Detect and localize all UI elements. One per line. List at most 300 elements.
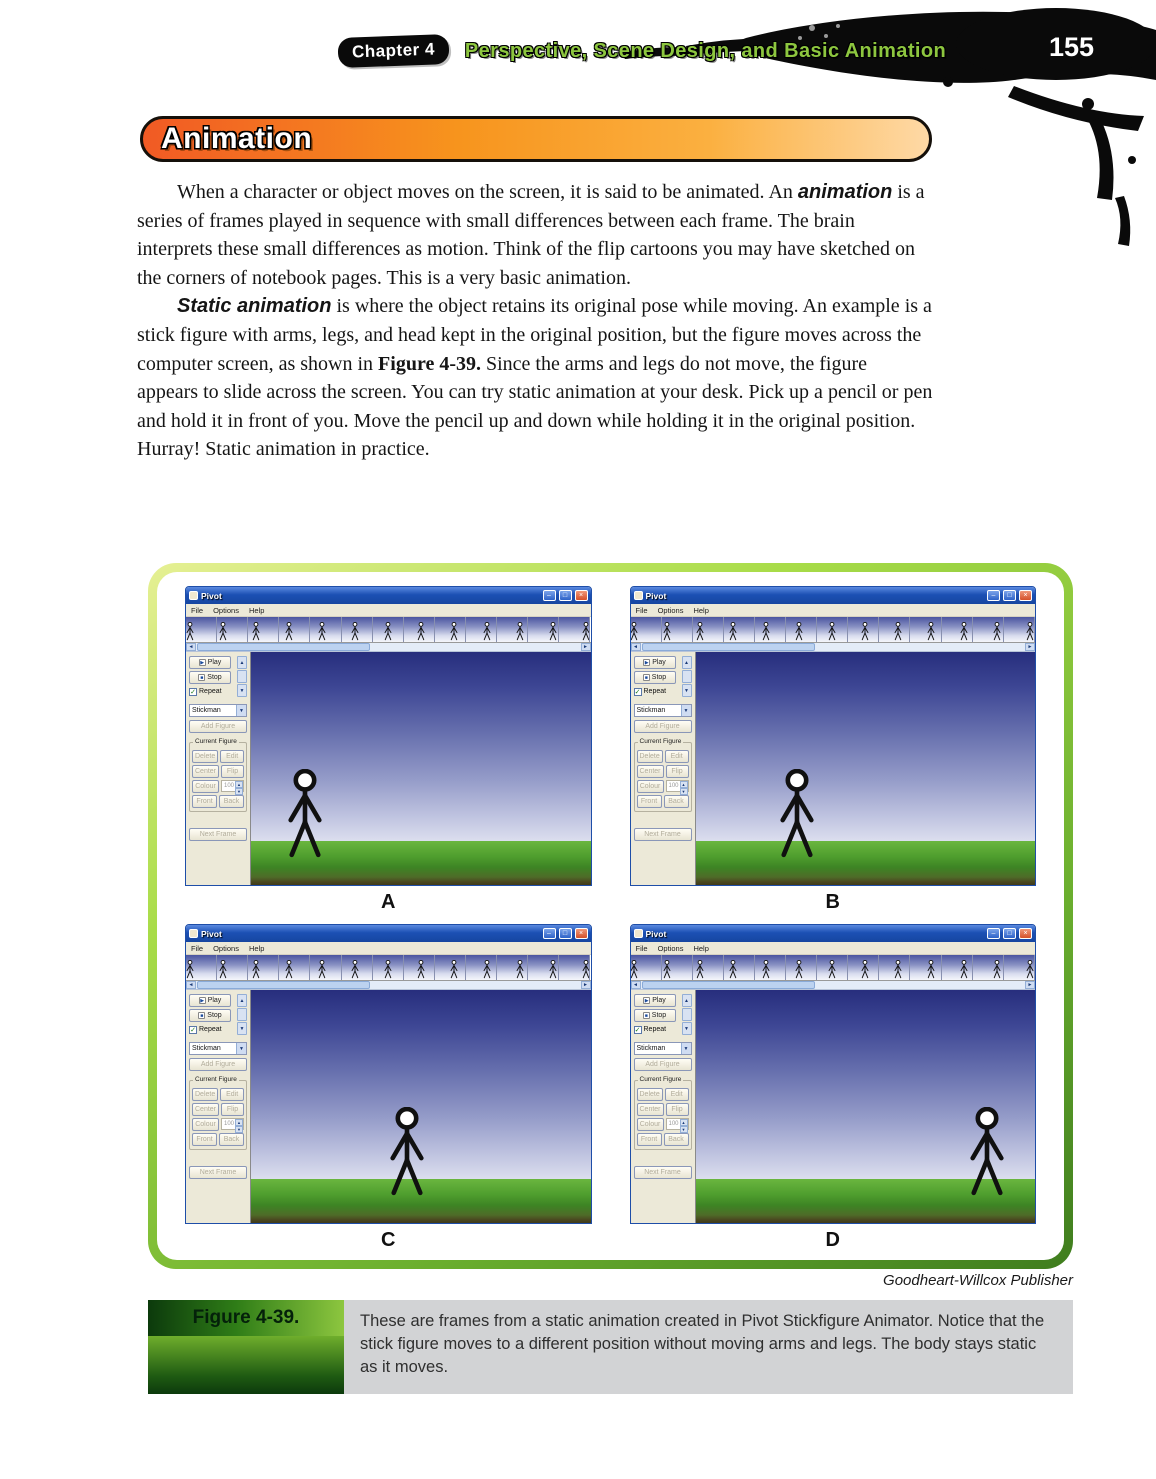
scroll-left-icon[interactable]: ◄ xyxy=(631,643,641,651)
flip-button[interactable]: Flip xyxy=(666,765,689,778)
figure-type-dropdown[interactable]: Stickman ▼ xyxy=(634,1042,692,1055)
animation-canvas xyxy=(695,652,1036,885)
frame-thumbnail xyxy=(404,955,435,980)
play-icon: ▶ xyxy=(644,660,649,666)
maximize-button[interactable]: □ xyxy=(559,928,572,939)
paragraph-2: Static animation is where the object retains its original pose while moving. An example is a stick figure with arms, legs, and head kept in the original position, but the figure moves across the computer screen, as shown in Figure 4-39. Since the arms and legs do not move, the figure appears to slide across the screen. You can try static animation at your desk. Pick up a pencil or pen and hold it in front of you. Move the pencil up and down while holding it in the original position. Hurray! Static animation in practice. xyxy=(137,295,933,461)
speed-spinner xyxy=(237,656,247,697)
scale-spinbox[interactable] xyxy=(666,780,689,792)
stop-button[interactable]: ■ Stop xyxy=(634,671,676,684)
frame-thumbnail xyxy=(879,617,910,642)
scrollbar-thumb[interactable] xyxy=(642,981,815,989)
checkbox-check-icon: ✓ xyxy=(190,1026,196,1034)
figure-grid xyxy=(157,572,1064,1260)
stick-figure-thumbnail-icon xyxy=(631,960,640,979)
scroll-left-icon[interactable]: ◄ xyxy=(186,643,196,651)
stick-figure-thumbnail-icon xyxy=(827,960,837,979)
dropdown-arrow-icon: ▼ xyxy=(236,1043,246,1054)
stick-figure[interactable] xyxy=(773,769,822,861)
frame-thumbnail xyxy=(1004,617,1035,642)
frame-thumbnail xyxy=(786,617,817,642)
speed-value-box xyxy=(682,670,692,683)
current-figure-group xyxy=(634,1076,692,1150)
next-frame-button[interactable]: Next Frame xyxy=(634,1166,692,1179)
frame-thumbnail xyxy=(559,955,590,980)
frame-thumbnail xyxy=(631,955,662,980)
menu-file[interactable]: File xyxy=(635,605,648,615)
speed-spinner xyxy=(682,656,692,697)
frame-thumbnail xyxy=(279,617,310,642)
menu-file[interactable]: File xyxy=(191,943,204,953)
frame-thumbnail xyxy=(528,955,559,980)
playback-controls xyxy=(634,994,692,1035)
frame-thumbnail xyxy=(217,955,248,980)
colour-button[interactable]: Colour xyxy=(192,1118,219,1131)
menu-options[interactable]: Options xyxy=(657,605,684,615)
close-button[interactable]: × xyxy=(1019,928,1032,939)
stick-figure-thumbnail-icon xyxy=(317,622,327,641)
window-titlebar[interactable] xyxy=(186,925,591,942)
dropdown-arrow-icon: ▼ xyxy=(236,705,246,716)
center-button[interactable]: Center xyxy=(637,1103,664,1116)
frame-thumbnail xyxy=(786,955,817,980)
frame-thumbnail xyxy=(528,617,559,642)
pivot-screenshot-panel xyxy=(185,586,592,916)
frame-thumbnail xyxy=(755,955,786,980)
speed-up-button[interactable]: ▲ xyxy=(682,656,692,669)
stick-figure-thumbnail-icon xyxy=(695,622,705,641)
spin-down-icon[interactable]: ▼ xyxy=(680,788,688,795)
stick-figure-thumbnail-icon xyxy=(317,960,327,979)
speed-down-button[interactable]: ▼ xyxy=(237,684,247,697)
window-title: Pivot xyxy=(645,928,667,939)
figure-caption-text: These are frames from a static animation created in Pivot Stickfigure Animator. Notice that the stick figure moves to a different position without moving arms and legs. The body stays static as it moves. xyxy=(344,1300,1073,1394)
dropdown-arrow-icon: ▼ xyxy=(681,1043,691,1054)
playback-controls xyxy=(189,994,247,1035)
frame-thumbnail xyxy=(662,955,693,980)
pivot-screenshot-panel xyxy=(630,586,1037,916)
frame-thumbnail xyxy=(559,617,590,642)
stick-figure[interactable] xyxy=(383,1107,432,1199)
scrollbar-track[interactable] xyxy=(196,643,581,651)
page-number: 155 xyxy=(1048,32,1094,62)
menu-options[interactable]: Options xyxy=(213,605,239,615)
add-figure-button[interactable]: Add Figure xyxy=(189,1058,247,1071)
stick-figure-thumbnail-icon xyxy=(893,960,903,979)
frame-strip xyxy=(186,617,591,643)
frame-thumbnail xyxy=(248,955,279,980)
delete-button[interactable]: Delete xyxy=(192,1088,218,1101)
figure-label: Figure 4-39. xyxy=(192,1307,300,1328)
stick-figure-thumbnail-icon xyxy=(581,622,591,641)
frame-thumbnail xyxy=(817,955,848,980)
frame-thumbnail xyxy=(435,617,466,642)
figure-label-column xyxy=(148,1300,344,1394)
scale-spinbox[interactable] xyxy=(666,1118,689,1130)
stick-figure-thumbnail-icon xyxy=(860,622,870,641)
current-figure-label: Current Figure xyxy=(195,738,237,745)
stick-figure-thumbnail-icon xyxy=(959,960,969,979)
stick-figure-thumbnail-icon xyxy=(827,622,837,641)
edit-button[interactable]: Edit xyxy=(220,750,244,763)
repeat-checkbox[interactable]: ✓ Repeat xyxy=(634,1026,667,1034)
stop-icon: ■ xyxy=(200,1013,204,1019)
stick-figure-thumbnail-icon xyxy=(581,960,591,979)
window-title: Pivot xyxy=(645,590,667,601)
stick-figure-thumbnail-icon xyxy=(794,960,804,979)
ground xyxy=(696,841,1036,885)
figure-type-dropdown[interactable]: Stickman ▼ xyxy=(189,1042,247,1055)
colour-button[interactable]: Colour xyxy=(192,780,219,793)
delete-button[interactable]: Delete xyxy=(637,750,663,763)
spin-up-icon[interactable]: ▲ xyxy=(680,781,688,788)
frame-thumbnail xyxy=(724,617,755,642)
figure-label-tail-decoration xyxy=(148,1336,344,1394)
front-button[interactable]: Front xyxy=(192,795,217,808)
speed-down-button[interactable]: ▼ xyxy=(237,1022,247,1035)
flip-button[interactable]: Flip xyxy=(221,1103,244,1116)
current-figure-group xyxy=(634,738,692,812)
current-figure-group xyxy=(189,1076,247,1150)
frame-thumbnail xyxy=(435,955,466,980)
frame-thumbnail xyxy=(497,955,528,980)
window-titlebar[interactable] xyxy=(186,587,591,604)
pivot-window xyxy=(185,924,592,1224)
body-text xyxy=(137,178,933,464)
frame-thumbnail xyxy=(466,955,497,980)
stick-figure-thumbnail-icon xyxy=(251,960,261,979)
minimize-button[interactable]: – xyxy=(987,590,1000,601)
maximize-button[interactable]: □ xyxy=(559,590,572,601)
close-button[interactable]: × xyxy=(575,590,588,601)
pivot-app-icon xyxy=(634,929,643,938)
stick-figure[interactable] xyxy=(963,1107,1012,1199)
stick-figure-thumbnail-icon xyxy=(515,960,525,979)
window-title: Pivot xyxy=(201,590,222,601)
next-frame-button[interactable]: Next Frame xyxy=(189,1166,247,1179)
frame-thumbnail xyxy=(631,617,662,642)
animation-canvas xyxy=(250,990,591,1223)
control-sidebar xyxy=(186,990,250,1223)
spin-up-icon[interactable]: ▲ xyxy=(235,1119,243,1126)
playback-controls xyxy=(634,656,692,697)
scale-spinbox[interactable] xyxy=(221,1118,244,1130)
menu-bar xyxy=(186,604,591,617)
menu-options[interactable]: Options xyxy=(657,943,684,953)
stick-figure-thumbnail-icon xyxy=(218,960,228,979)
timeline-scrollbar[interactable] xyxy=(631,981,1036,990)
stick-figure-thumbnail-icon xyxy=(860,960,870,979)
scroll-left-icon[interactable]: ◄ xyxy=(631,981,641,989)
stick-figure-thumbnail-icon xyxy=(416,960,426,979)
frame-thumbnail xyxy=(848,955,879,980)
frame-thumbnail xyxy=(248,617,279,642)
frame-thumbnail xyxy=(217,617,248,642)
flip-button[interactable]: Flip xyxy=(221,765,244,778)
play-button[interactable]: ▶ Play xyxy=(634,656,676,669)
scrollbar-thumb[interactable] xyxy=(197,643,370,651)
scroll-right-icon[interactable]: ► xyxy=(581,981,591,989)
frame-thumbnail xyxy=(404,617,435,642)
stick-figure-thumbnail-icon xyxy=(662,622,672,641)
stick-figure-thumbnail-icon xyxy=(416,622,426,641)
scale-spinbox[interactable] xyxy=(221,780,244,792)
stick-figure-thumbnail-icon xyxy=(548,960,558,979)
minimize-button[interactable]: – xyxy=(987,928,1000,939)
speed-value-box xyxy=(682,1008,692,1021)
stick-figure-thumbnail-icon xyxy=(251,622,261,641)
delete-button[interactable]: Delete xyxy=(637,1088,663,1101)
center-button[interactable]: Center xyxy=(192,1103,219,1116)
speed-up-button[interactable]: ▲ xyxy=(682,994,692,1007)
scale-value: 100 xyxy=(223,1121,234,1127)
stop-icon: ■ xyxy=(644,1013,648,1019)
colour-button[interactable]: Colour xyxy=(637,1118,664,1131)
scroll-right-icon[interactable]: ► xyxy=(581,643,591,651)
scale-value: 100 xyxy=(668,783,679,789)
frame-thumbnail xyxy=(310,617,341,642)
menu-file[interactable]: File xyxy=(635,943,648,953)
checkbox-check-icon: ✓ xyxy=(634,688,641,696)
play-button[interactable]: ▶ Play xyxy=(189,994,231,1007)
minimize-button[interactable]: – xyxy=(543,928,556,939)
stick-figure-thumbnail-icon xyxy=(449,960,459,979)
stick-figure-thumbnail-icon xyxy=(284,960,294,979)
control-sidebar xyxy=(186,652,250,885)
frame-thumbnail xyxy=(910,617,941,642)
close-button[interactable]: × xyxy=(1019,590,1032,601)
colour-button[interactable]: Colour xyxy=(637,780,664,793)
delete-button[interactable]: Delete xyxy=(192,750,218,763)
pivot-window xyxy=(630,586,1037,886)
playback-controls xyxy=(189,656,247,697)
scale-value: 100 xyxy=(223,783,234,789)
scrollbar-thumb[interactable] xyxy=(197,981,370,989)
stick-figure-thumbnail-icon xyxy=(893,622,903,641)
figure-reference: Figure 4-39. xyxy=(378,352,481,375)
stick-figure-thumbnail-icon xyxy=(482,960,492,979)
scrollbar-thumb[interactable] xyxy=(642,643,815,651)
scroll-right-icon[interactable]: ► xyxy=(1025,981,1035,989)
pivot-window xyxy=(630,924,1037,1224)
spin-down-icon[interactable]: ▼ xyxy=(235,1126,243,1133)
back-button[interactable]: Back xyxy=(219,795,244,808)
menu-help[interactable]: Help xyxy=(248,943,265,953)
scale-value: 100 xyxy=(668,1121,679,1127)
add-figure-button[interactable]: Add Figure xyxy=(189,720,247,733)
frame-thumbnail xyxy=(466,617,497,642)
chapter-badge: Chapter 4 xyxy=(338,34,450,68)
pivot-body xyxy=(186,990,591,1223)
figure-caption xyxy=(148,1300,1073,1394)
pivot-app-icon xyxy=(634,591,643,600)
stick-figure-thumbnail-icon xyxy=(728,960,738,979)
stick-figure-thumbnail-icon xyxy=(761,960,771,979)
back-button[interactable]: Back xyxy=(219,1133,244,1146)
frame-thumbnail xyxy=(342,955,373,980)
stick-figure[interactable] xyxy=(281,769,330,861)
stick-figure-thumbnail-icon xyxy=(926,622,936,641)
stick-figure-thumbnail-icon xyxy=(992,622,1002,641)
maximize-button[interactable]: □ xyxy=(1003,590,1016,601)
stop-button[interactable]: ■ Stop xyxy=(189,1009,231,1022)
menu-help[interactable]: Help xyxy=(693,943,709,953)
frame-thumbnail xyxy=(310,955,341,980)
front-button[interactable]: Front xyxy=(192,1133,217,1146)
stick-figure-thumbnail-icon xyxy=(1025,622,1035,641)
stick-figure-thumbnail-icon xyxy=(218,622,228,641)
current-figure-group xyxy=(189,738,247,812)
next-frame-button[interactable]: Next Frame xyxy=(189,828,247,841)
control-sidebar xyxy=(631,652,695,885)
frame-thumbnail xyxy=(279,955,310,980)
speed-up-button[interactable]: ▲ xyxy=(237,994,247,1007)
next-frame-button[interactable]: Next Frame xyxy=(634,828,692,841)
add-figure-button[interactable]: Add Figure xyxy=(634,1058,692,1071)
scrollbar-track[interactable] xyxy=(641,981,1026,989)
pivot-body xyxy=(631,990,1036,1223)
frame-thumbnail xyxy=(662,617,693,642)
frame-thumbnail xyxy=(186,955,217,980)
animation-canvas xyxy=(250,652,591,885)
chapter-title: Perspective, Scene Design, and Basic Animation xyxy=(464,39,947,62)
panel-label: A xyxy=(381,891,396,913)
menu-help[interactable]: Help xyxy=(693,605,709,615)
pivot-app-icon xyxy=(189,929,198,938)
speed-down-button[interactable]: ▼ xyxy=(682,1022,692,1035)
spin-down-icon[interactable]: ▼ xyxy=(235,788,243,795)
stick-figure-thumbnail-icon xyxy=(449,622,459,641)
menu-options[interactable]: Options xyxy=(213,943,239,953)
timeline-scrollbar[interactable] xyxy=(186,981,591,990)
window-titlebar[interactable] xyxy=(631,587,1036,604)
menu-help[interactable]: Help xyxy=(248,605,265,615)
back-button[interactable]: Back xyxy=(664,1133,689,1146)
stop-icon: ■ xyxy=(644,675,648,681)
spin-up-icon[interactable]: ▲ xyxy=(235,781,243,788)
spin-down-icon[interactable]: ▼ xyxy=(680,1126,688,1133)
pivot-body xyxy=(631,652,1036,885)
speed-value-box xyxy=(237,1008,247,1021)
stick-figure-thumbnail-icon xyxy=(959,622,969,641)
add-figure-button[interactable]: Add Figure xyxy=(634,720,692,733)
frame-thumbnail xyxy=(879,955,910,980)
frame-thumbnail xyxy=(755,617,786,642)
edit-button[interactable]: Edit xyxy=(220,1088,244,1101)
stop-button[interactable]: ■ Stop xyxy=(634,1009,676,1022)
page-header xyxy=(338,36,946,66)
scrollbar-track[interactable] xyxy=(196,981,581,989)
pivot-screenshot-panel xyxy=(630,924,1037,1254)
stick-figure-thumbnail-icon xyxy=(662,960,672,979)
frame-thumbnail xyxy=(973,955,1004,980)
speed-spinner xyxy=(682,994,692,1035)
stick-figure-thumbnail-icon xyxy=(482,622,492,641)
current-figure-label: Current Figure xyxy=(639,1076,682,1083)
animation-canvas xyxy=(695,990,1036,1223)
stick-figure-thumbnail-icon xyxy=(761,622,771,641)
pivot-body xyxy=(186,652,591,885)
panel-label: B xyxy=(825,891,840,913)
play-button[interactable]: ▶ Play xyxy=(634,994,676,1007)
speed-up-button[interactable]: ▲ xyxy=(237,656,247,669)
frame-strip xyxy=(186,955,591,981)
frame-thumbnail xyxy=(724,955,755,980)
stick-figure-thumbnail-icon xyxy=(350,960,360,979)
frame-thumbnail xyxy=(497,617,528,642)
speed-down-button[interactable]: ▼ xyxy=(682,684,692,697)
pivot-app-icon xyxy=(189,591,198,600)
frame-thumbnail xyxy=(373,955,404,980)
edit-button[interactable]: Edit xyxy=(665,1088,689,1101)
minimize-button[interactable]: – xyxy=(543,590,556,601)
dropdown-arrow-icon: ▼ xyxy=(681,705,691,716)
stop-button[interactable]: ■ Stop xyxy=(189,671,231,684)
front-button[interactable]: Front xyxy=(637,795,662,808)
stick-figure-thumbnail-icon xyxy=(186,622,195,641)
menu-file[interactable]: File xyxy=(191,605,204,615)
stop-icon: ■ xyxy=(200,675,204,681)
stick-figure-thumbnail-icon xyxy=(728,622,738,641)
scroll-left-icon[interactable]: ◄ xyxy=(186,981,196,989)
maximize-button[interactable]: □ xyxy=(1003,928,1016,939)
repeat-checkbox[interactable]: ✓ Repeat xyxy=(190,1026,222,1034)
front-button[interactable]: Front xyxy=(637,1133,662,1146)
frame-strip xyxy=(631,955,1036,981)
frame-thumbnail xyxy=(910,955,941,980)
speed-value-box xyxy=(237,670,247,683)
center-button[interactable]: Center xyxy=(637,765,664,778)
stick-figure-thumbnail-icon xyxy=(1025,960,1035,979)
stick-figure-thumbnail-icon xyxy=(515,622,525,641)
frame-thumbnail xyxy=(942,617,973,642)
figure-type-dropdown[interactable]: Stickman ▼ xyxy=(189,704,247,717)
timeline-scrollbar[interactable] xyxy=(186,643,591,652)
key-term-animation: animation xyxy=(797,181,893,203)
play-button[interactable]: ▶ Play xyxy=(189,656,231,669)
panel-label: C xyxy=(381,1229,396,1251)
section-title: Animation xyxy=(161,122,313,155)
stick-figure-thumbnail-icon xyxy=(350,622,360,641)
flip-button[interactable]: Flip xyxy=(666,1103,689,1116)
close-button[interactable]: × xyxy=(575,928,588,939)
stick-figure-thumbnail-icon xyxy=(695,960,705,979)
current-figure-label: Current Figure xyxy=(639,738,682,745)
timeline-scrollbar[interactable] xyxy=(631,643,1036,652)
play-icon: ▶ xyxy=(644,998,649,1004)
menu-bar xyxy=(186,942,591,955)
frame-thumbnail xyxy=(186,617,217,642)
repeat-checkbox[interactable]: ✓ Repeat xyxy=(634,688,667,696)
figure-type-dropdown[interactable]: Stickman ▼ xyxy=(634,704,692,717)
edit-button[interactable]: Edit xyxy=(665,750,689,763)
window-titlebar[interactable] xyxy=(631,925,1036,942)
checkbox-check-icon: ✓ xyxy=(190,688,196,696)
frame-thumbnail xyxy=(693,617,724,642)
speed-spinner xyxy=(237,994,247,1035)
back-button[interactable]: Back xyxy=(664,795,689,808)
scroll-right-icon[interactable]: ► xyxy=(1025,643,1035,651)
repeat-checkbox[interactable]: ✓ Repeat xyxy=(190,688,222,696)
scrollbar-track[interactable] xyxy=(641,643,1026,651)
publisher-credit: Goodheart-Willcox Publisher xyxy=(883,1272,1073,1289)
current-figure-label: Current Figure xyxy=(195,1076,237,1083)
spin-up-icon[interactable]: ▲ xyxy=(680,1119,688,1126)
center-button[interactable]: Center xyxy=(192,765,219,778)
stick-figure-thumbnail-icon xyxy=(383,622,393,641)
pivot-screenshot-panel xyxy=(185,924,592,1254)
stick-figure-thumbnail-icon xyxy=(992,960,1002,979)
